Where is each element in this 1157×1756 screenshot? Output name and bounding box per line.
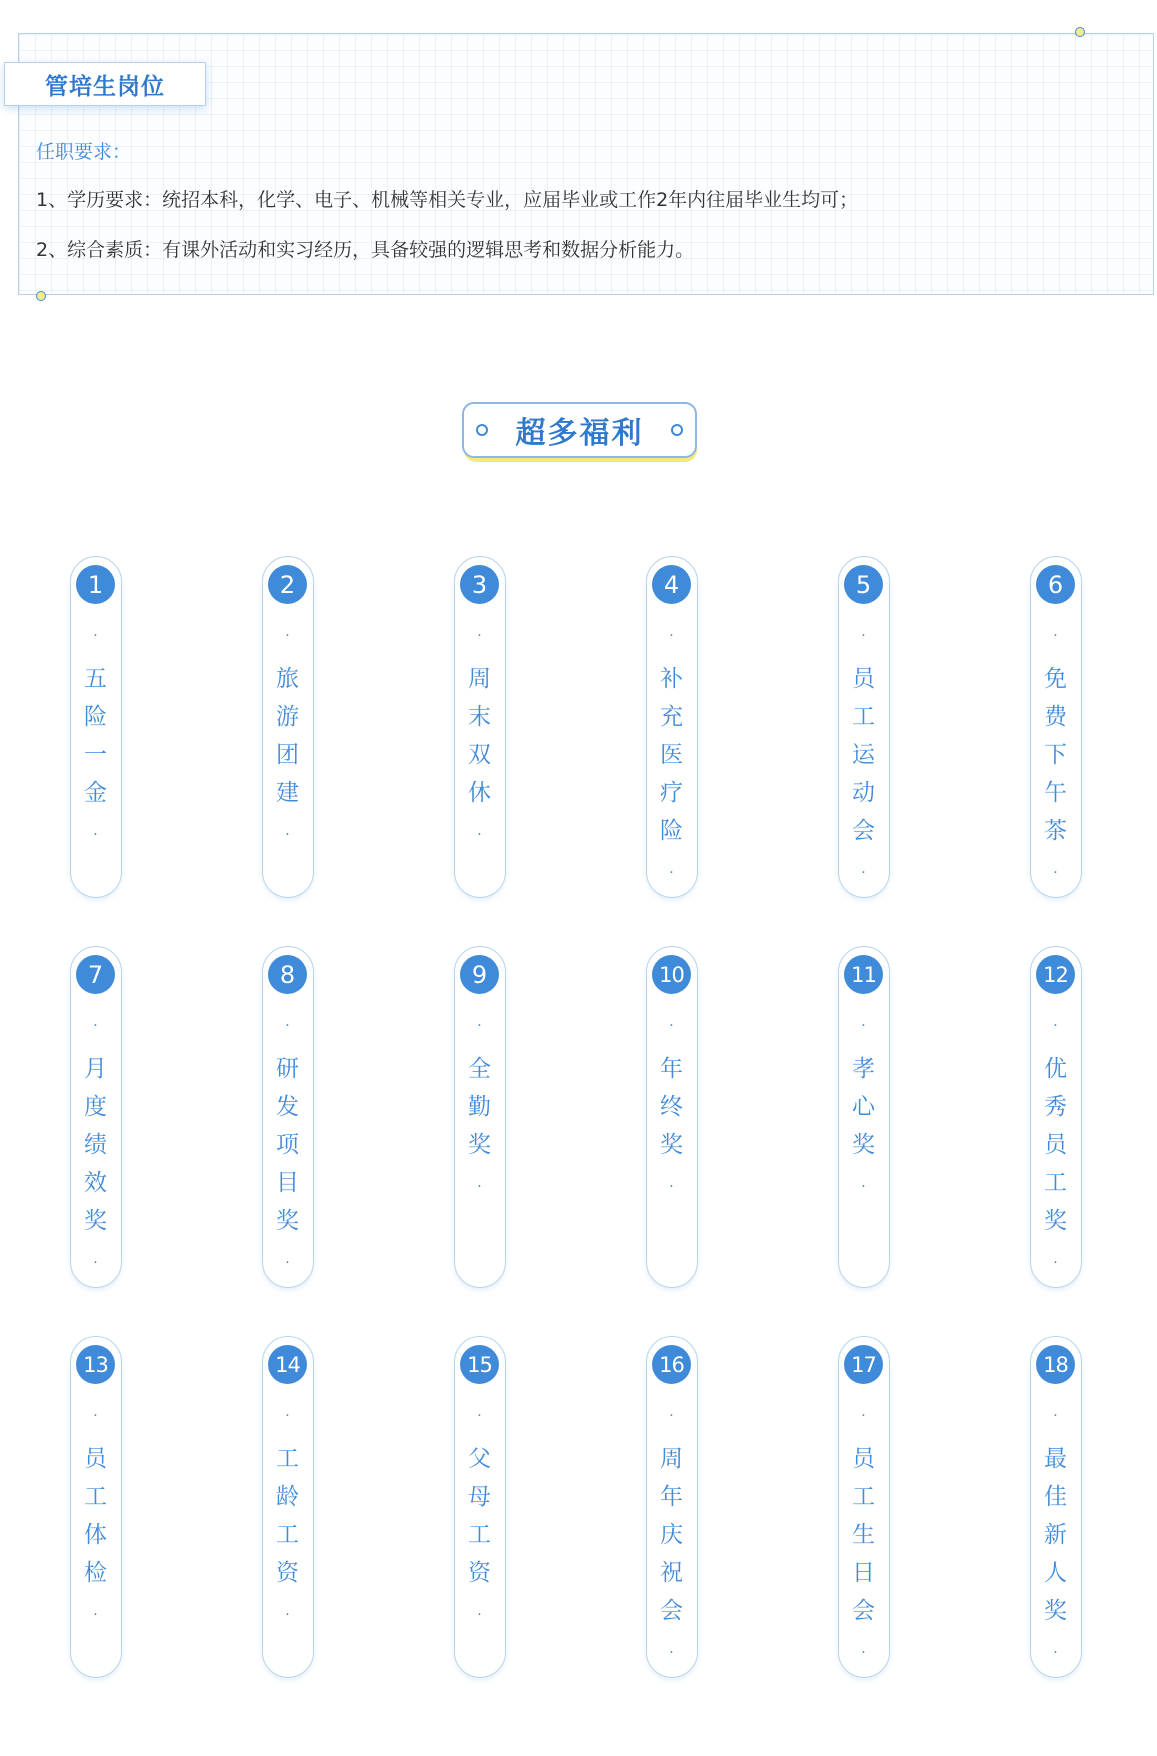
- dot-separator: ·: [1053, 628, 1058, 644]
- dot-separator: ·: [285, 1255, 290, 1271]
- benefit-card: [646, 946, 698, 1288]
- benefit-label-char: 一: [84, 742, 107, 768]
- benefit-label-char: 奖: [1044, 1598, 1067, 1624]
- dot-separator: ·: [477, 1018, 482, 1034]
- benefit-label-char: 终: [660, 1094, 683, 1120]
- benefit-number-badge: 15: [460, 1345, 499, 1384]
- dot-separator: ·: [861, 1018, 866, 1034]
- benefit-label-char: 休: [468, 780, 491, 806]
- benefit-label: [263, 660, 312, 812]
- benefit-card: [262, 556, 314, 898]
- benefit-label-char: 末: [468, 704, 491, 730]
- dot-separator: ·: [669, 865, 674, 881]
- dot-separator: ·: [477, 1408, 482, 1424]
- benefit-label-char: 奖: [84, 1208, 107, 1234]
- benefit-label-char: 年: [660, 1484, 683, 1510]
- benefit-label-char: 资: [276, 1560, 299, 1586]
- benefit-label-char: 会: [852, 818, 875, 844]
- benefit-card: [70, 556, 122, 898]
- benefit-label-char: 金: [84, 780, 107, 806]
- benefit-label-char: 会: [660, 1598, 683, 1624]
- dot-separator: ·: [93, 1607, 98, 1623]
- dot-separator: ·: [1053, 1255, 1058, 1271]
- dot-separator: ·: [669, 1179, 674, 1195]
- benefit-label-char: 游: [276, 704, 299, 730]
- benefit-number-badge: 6: [1036, 565, 1075, 604]
- benefit-label-char: 项: [276, 1132, 299, 1158]
- benefit-label-char: 人: [1044, 1560, 1067, 1586]
- dot-separator: ·: [861, 865, 866, 881]
- benefit-label-char: 庆: [660, 1522, 683, 1548]
- benefit-number-badge: 10: [652, 955, 691, 994]
- dot-separator: ·: [669, 1408, 674, 1424]
- job-title: 管培生岗位: [45, 73, 165, 100]
- benefit-label-char: 险: [660, 818, 683, 844]
- dot-separator: ·: [861, 1408, 866, 1424]
- benefit-label-char: 月: [84, 1056, 107, 1082]
- benefit-label-char: 工: [84, 1484, 107, 1510]
- benefit-label-char: 工: [276, 1446, 299, 1472]
- benefit-number-badge: 7: [76, 955, 115, 994]
- dot-separator: ·: [285, 1408, 290, 1424]
- benefit-number-badge: 8: [268, 955, 307, 994]
- benefit-label-char: 日: [852, 1560, 875, 1586]
- benefit-label-char: 发: [276, 1094, 299, 1120]
- benefit-label-char: 效: [84, 1170, 107, 1196]
- dot-separator: ·: [861, 628, 866, 644]
- benefit-label: [647, 1440, 696, 1630]
- benefit-number-badge: 16: [652, 1345, 691, 1384]
- benefit-label-char: 全: [468, 1056, 491, 1082]
- benefit-card: [838, 1336, 890, 1678]
- dot-separator: ·: [93, 628, 98, 644]
- benefit-label: [71, 1440, 120, 1592]
- benefit-label-char: 祝: [660, 1560, 683, 1586]
- benefit-label: [71, 1050, 120, 1240]
- dot-separator: ·: [93, 1255, 98, 1271]
- benefit-label-char: 周: [468, 666, 491, 692]
- benefit-label-char: 奖: [660, 1132, 683, 1158]
- benefit-number-badge: 1: [76, 565, 115, 604]
- benefit-number-badge: 11: [844, 955, 883, 994]
- benefit-label-char: 资: [468, 1560, 491, 1586]
- benefit-label-char: 体: [84, 1522, 107, 1548]
- benefit-label-char: 险: [84, 704, 107, 730]
- dot-separator: ·: [285, 628, 290, 644]
- benefit-card: [70, 1336, 122, 1678]
- benefit-card: [262, 1336, 314, 1678]
- benefit-card: [262, 946, 314, 1288]
- dot-separator: ·: [93, 827, 98, 843]
- benefit-label-char: 心: [852, 1094, 875, 1120]
- benefit-card: [1030, 946, 1082, 1288]
- benefit-label-char: 奖: [1044, 1208, 1067, 1234]
- benefit-label-char: 下: [1044, 742, 1067, 768]
- benefit-label-char: 工: [1044, 1170, 1067, 1196]
- dot-separator: ·: [285, 1607, 290, 1623]
- benefit-label: [839, 1440, 888, 1630]
- benefit-label-char: 绩: [84, 1132, 107, 1158]
- benefit-number-badge: 18: [1036, 1345, 1075, 1384]
- benefit-card: [70, 946, 122, 1288]
- dot-separator: ·: [861, 1645, 866, 1661]
- benefit-label: [455, 660, 504, 812]
- dot-separator: ·: [93, 1408, 98, 1424]
- benefit-label: [263, 1050, 312, 1240]
- benefit-number-badge: 9: [460, 955, 499, 994]
- benefit-label-char: 员: [852, 666, 875, 692]
- dot-separator: ·: [93, 1018, 98, 1034]
- requirement-item: 2、综合素质：有课外活动和实习经历，具备较强的逻辑思考和数据分析能力。: [36, 239, 695, 261]
- benefit-number-badge: 4: [652, 565, 691, 604]
- benefit-label: [1031, 660, 1080, 850]
- benefit-label-char: 双: [468, 742, 491, 768]
- dot-separator: ·: [477, 628, 482, 644]
- benefit-label-char: 五: [84, 666, 107, 692]
- benefit-label-char: 旅: [276, 666, 299, 692]
- benefit-label: [647, 1050, 696, 1164]
- benefit-card: [646, 1336, 698, 1678]
- dot-separator: ·: [477, 827, 482, 843]
- dot-separator: ·: [1053, 1645, 1058, 1661]
- dot-separator: ·: [477, 1607, 482, 1623]
- dot-separator: ·: [669, 628, 674, 644]
- benefit-label-char: 充: [660, 704, 683, 730]
- benefit-label-char: 会: [852, 1598, 875, 1624]
- benefit-label-char: 生: [852, 1522, 875, 1548]
- dot-separator: ·: [1053, 865, 1058, 881]
- benefit-label-char: 目: [276, 1170, 299, 1196]
- benefit-label: [1031, 1440, 1080, 1630]
- benefit-card: [454, 556, 506, 898]
- benefit-label-char: 员: [1044, 1132, 1067, 1158]
- dot-separator: ·: [861, 1179, 866, 1195]
- benefit-label-char: 优: [1044, 1056, 1067, 1082]
- benefit-label-char: 工: [468, 1522, 491, 1548]
- benefit-label-char: 疗: [660, 780, 683, 806]
- benefit-label-char: 度: [84, 1094, 107, 1120]
- benefit-label: [1031, 1050, 1080, 1240]
- benefit-label: [263, 1440, 312, 1592]
- benefit-number-badge: 12: [1036, 955, 1075, 994]
- benefit-label-char: 孝: [852, 1056, 875, 1082]
- benefit-label-char: 奖: [468, 1132, 491, 1158]
- benefit-label-char: 母: [468, 1484, 491, 1510]
- dot-separator: ·: [285, 827, 290, 843]
- benefit-label-char: 检: [84, 1560, 107, 1586]
- benefit-card: [1030, 1336, 1082, 1678]
- benefit-label-char: 团: [276, 742, 299, 768]
- benefit-label-char: 年: [660, 1056, 683, 1082]
- benefit-card: [1030, 556, 1082, 898]
- benefit-number-badge: 13: [76, 1345, 115, 1384]
- dot-separator: ·: [669, 1018, 674, 1034]
- benefit-label-char: 午: [1044, 780, 1067, 806]
- benefit-label-char: 建: [276, 780, 299, 806]
- benefit-label: [455, 1050, 504, 1164]
- benefit-number-badge: 5: [844, 565, 883, 604]
- benefit-label-char: 周: [660, 1446, 683, 1472]
- benefit-label-char: 茶: [1044, 818, 1067, 844]
- benefits-title: 超多福利: [515, 416, 644, 451]
- benefit-label-char: 工: [276, 1522, 299, 1548]
- dot-separator: ·: [285, 1018, 290, 1034]
- benefit-label-char: 秀: [1044, 1094, 1067, 1120]
- benefit-label-char: 奖: [276, 1208, 299, 1234]
- benefit-number-badge: 14: [268, 1345, 307, 1384]
- benefit-label-char: 员: [84, 1446, 107, 1472]
- benefit-number-badge: 17: [844, 1345, 883, 1384]
- benefit-label-char: 佳: [1044, 1484, 1067, 1510]
- benefit-number-badge: 2: [268, 565, 307, 604]
- benefit-card: [454, 946, 506, 1288]
- benefit-card: [646, 556, 698, 898]
- benefit-number-badge: 3: [460, 565, 499, 604]
- benefit-label-char: 费: [1044, 704, 1067, 730]
- requirement-item: 1、学历要求：统招本科，化学、电子、机械等相关专业，应届毕业或工作2年内往届毕业生均可；: [36, 189, 859, 211]
- benefit-label-char: 动: [852, 780, 875, 806]
- benefit-label-char: 免: [1044, 666, 1067, 692]
- benefit-card: [838, 946, 890, 1288]
- benefit-label-char: 运: [852, 742, 875, 768]
- dot-separator: ·: [1053, 1408, 1058, 1424]
- benefit-card: [454, 1336, 506, 1678]
- benefit-label-char: 工: [852, 704, 875, 730]
- benefit-label-char: 新: [1044, 1522, 1067, 1548]
- benefit-label-char: 最: [1044, 1446, 1067, 1472]
- benefit-label-char: 工: [852, 1484, 875, 1510]
- benefit-card: [838, 556, 890, 898]
- dot-separator: ·: [669, 1645, 674, 1661]
- benefit-label-char: 龄: [276, 1484, 299, 1510]
- benefit-label-char: 父: [468, 1446, 491, 1472]
- dot-separator: ·: [1053, 1018, 1058, 1034]
- benefit-label: [839, 660, 888, 850]
- benefit-label: [71, 660, 120, 812]
- benefit-label: [839, 1050, 888, 1164]
- requirements-label: 任职要求：: [36, 141, 132, 163]
- benefit-label-char: 奖: [852, 1132, 875, 1158]
- benefit-label-char: 补: [660, 666, 683, 692]
- dot-separator: ·: [477, 1179, 482, 1195]
- benefit-label-char: 勤: [468, 1094, 491, 1120]
- benefit-label: [647, 660, 696, 850]
- benefit-label: [455, 1440, 504, 1592]
- benefit-label-char: 研: [276, 1056, 299, 1082]
- benefit-label-char: 员: [852, 1446, 875, 1472]
- benefit-label-char: 医: [660, 742, 683, 768]
